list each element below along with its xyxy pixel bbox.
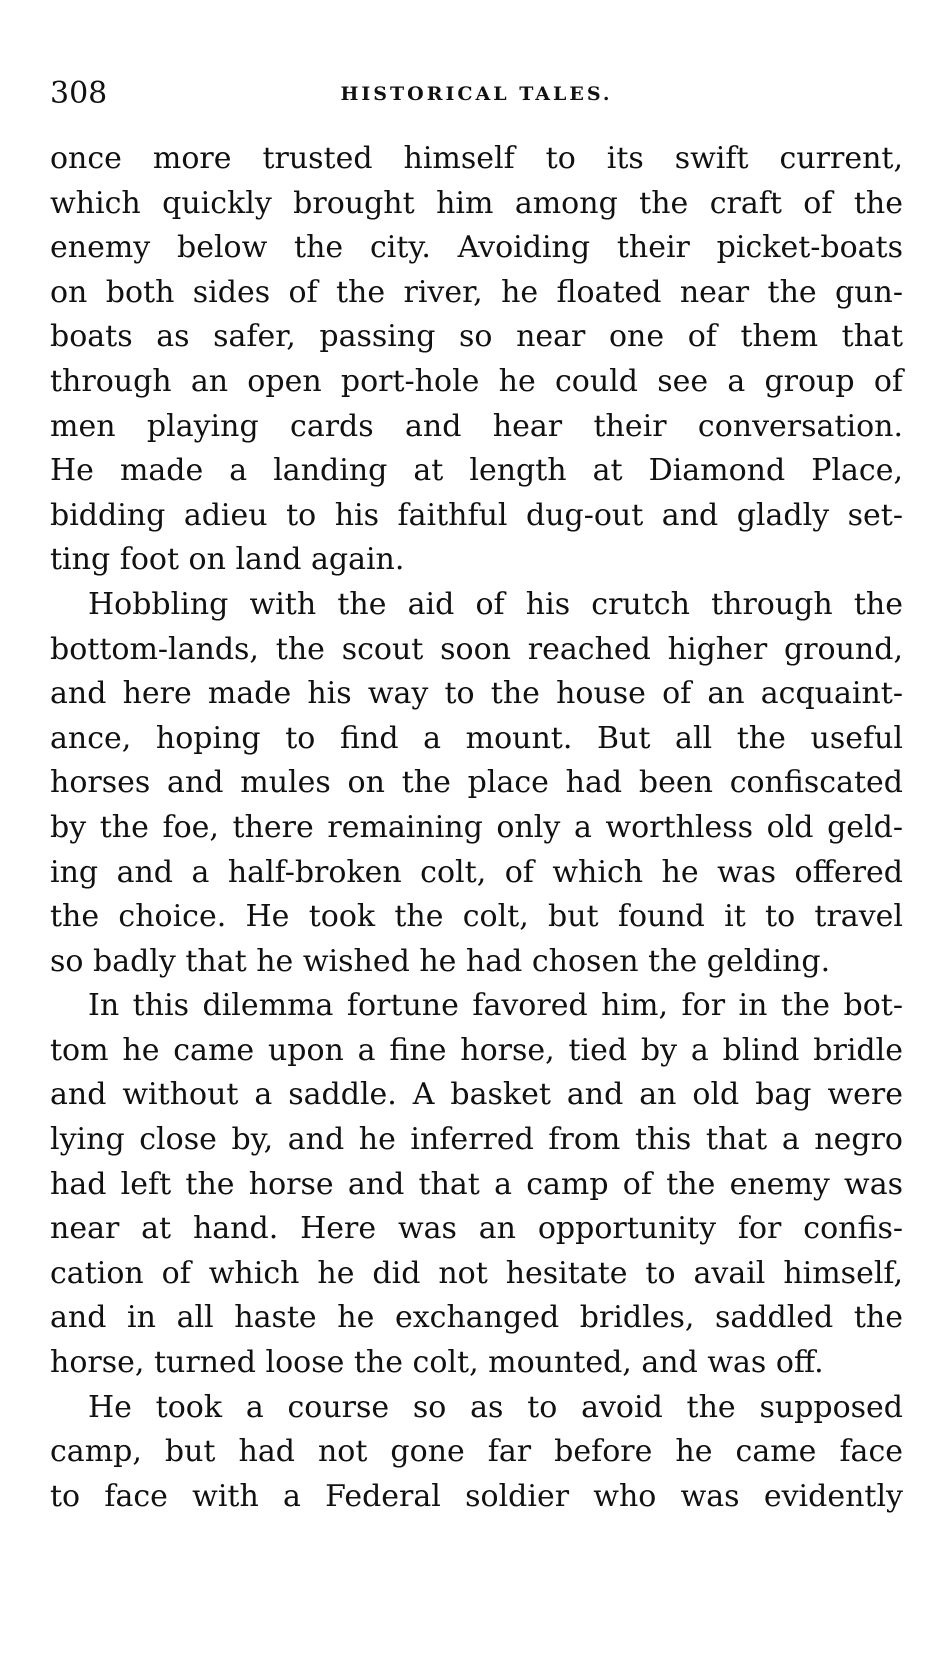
text-line: He took a course so as to avoid the supposed xyxy=(88,1389,903,1425)
page-header xyxy=(50,74,903,114)
paragraph xyxy=(50,583,903,984)
text-line: horses and mules on the place had been confiscated xyxy=(50,765,903,801)
text-line: lying close by, and he inferred from this that a negro xyxy=(50,1122,903,1158)
text-line: Hobbling with the aid of his crutch through the xyxy=(88,586,903,622)
text-line: ting foot on land again. xyxy=(50,542,405,578)
text-line: enemy below the city. Avoiding their picket-boats xyxy=(50,230,903,266)
text-line: near at hand. Here was an opportunity for confis- xyxy=(50,1211,903,1247)
text-line: ing and a half-broken colt, of which he was offered xyxy=(50,854,903,890)
paragraph xyxy=(50,1386,903,1520)
text-line: In this dilemma fortune favored him, for in the bot- xyxy=(88,988,903,1024)
text-line: bottom-lands, the scout soon reached higher ground, xyxy=(50,631,903,667)
text-line: and here made his way to the house of an acquaint- xyxy=(50,676,903,712)
text-line: by the foe, there remaining only a worthless old geld- xyxy=(50,809,903,845)
text-line: cation of which he did not hesitate to avail himself, xyxy=(50,1255,903,1291)
text-line: camp, but had not gone far before he came face xyxy=(50,1434,903,1470)
text-line: which quickly brought him among the craft of the xyxy=(50,185,903,221)
body-text xyxy=(50,137,903,1519)
text-line: bidding adieu to his faithful dug-out and gladly set- xyxy=(50,497,903,533)
running-title: HISTORICAL TALES. xyxy=(340,83,613,105)
text-line: He made a landing at length at Diamond Place, xyxy=(50,453,903,489)
page-number: 308 xyxy=(50,76,108,111)
paragraph xyxy=(50,984,903,1385)
text-line: tom he came upon a fine horse, tied by a blind bridle xyxy=(50,1032,903,1068)
text-line: to face with a Federal soldier who was evidently xyxy=(50,1478,903,1514)
text-line: horse, turned loose the colt, mounted, and was off. xyxy=(50,1345,824,1381)
text-line: ance, hoping to find a mount. But all the useful xyxy=(50,720,903,756)
text-line: boats as safer, passing so near one of them that xyxy=(50,319,903,355)
text-line: the choice. He took the colt, but found it to travel xyxy=(50,899,903,935)
text-line: and in all haste he exchanged bridles, saddled the xyxy=(50,1300,903,1336)
paragraph xyxy=(50,137,903,583)
text-line: through an open port-hole he could see a group of xyxy=(50,363,903,399)
text-line: so badly that he wished he had chosen the gelding. xyxy=(50,943,831,979)
text-line: had left the horse and that a camp of the enemy was xyxy=(50,1166,903,1202)
text-line: and without a saddle. A basket and an old bag were xyxy=(50,1077,903,1113)
text-line: men playing cards and hear their conversation. xyxy=(50,408,903,444)
text-line: on both sides of the river, he floated near the gun- xyxy=(50,274,903,310)
text-line: once more trusted himself to its swift current, xyxy=(50,141,903,176)
